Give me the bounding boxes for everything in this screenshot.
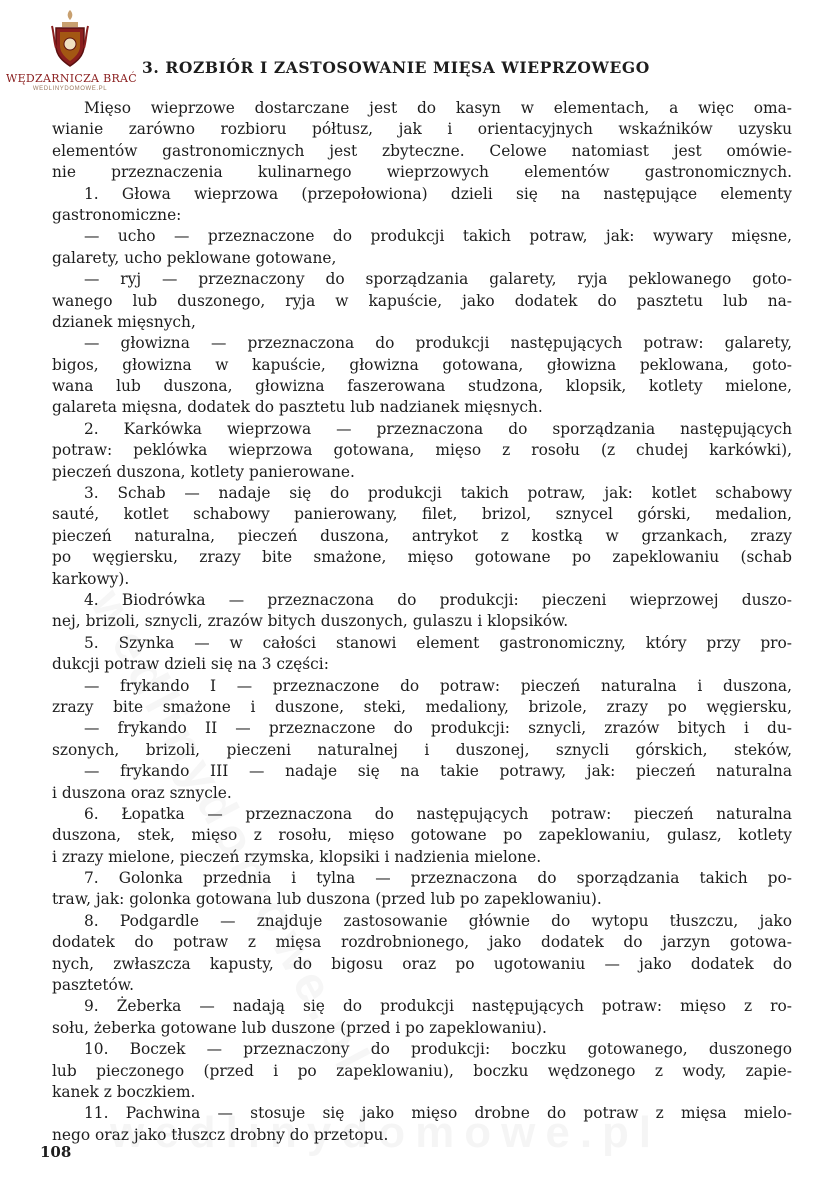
- text-line: dukcji potraw dzieli się na 3 części:: [52, 655, 329, 674]
- text-line: sołu, żeberka gotowane lub duszone (przed i po zapeklowaniu).: [52, 1018, 547, 1037]
- text-line: nego oraz jako tłuszcz drobny do przetopu.: [52, 1125, 389, 1144]
- text-line: sauté, kotlet schabowy panierowany, filet, brizol, sznycel górski, medalion,: [52, 505, 792, 524]
- text-line: 4. Biodrówka — przeznaczona do produkcji: pieczeni wieprzowej duszo-: [84, 590, 792, 609]
- text-line: 9. Żeberka — nadają się do produkcji następujących potraw: mięso z ro-: [84, 997, 792, 1016]
- text-line: nej, brizoli, sznycli, zrazów bitych duszonych, gulaszu i klopsików.: [52, 612, 569, 631]
- text-line: 5. Szynka — w całości stanowi element gastronomiczny, który przy pro-: [84, 633, 792, 652]
- text-line: — frykando I — przeznaczone do potraw: pieczeń naturalna i duszona,: [84, 676, 792, 695]
- text-line: 11. Pachwina — stosuje się jako mięso drobne do potraw z mięsa mielo-: [84, 1104, 792, 1123]
- text-line: lub pieczonego (przed i po zapeklowaniu), boczku wędzonego z wody, zapie-: [52, 1061, 792, 1080]
- section-heading: 3. ROZBIÓR I ZASTOSOWANIE MIĘSA WIEPRZOWEGO: [142, 58, 650, 77]
- text-line: 3. Schab — nadaje się do produkcji takich potraw, jak: kotlet schabowy: [84, 484, 792, 503]
- text-line: wanego lub duszonego, ryja w kapuście, jako dodatek do pasztetu lub na-: [52, 291, 792, 310]
- text-line: i duszona oraz sznycle.: [52, 783, 232, 802]
- text-line: bigos, głowizna w kapuście, głowizna gotowana, głowizna peklowana, goto-: [52, 355, 792, 374]
- page-number: 108: [40, 1143, 72, 1161]
- text-line: potraw: peklówka wieprzowa gotowana, mięso z rosołu (z chudej karkówki),: [52, 441, 792, 460]
- text-line: duszona, stek, mięso z rosołu, mięso gotowane po zapeklowaniu, gulasz, kotlety: [52, 826, 792, 845]
- text-line: kanek z boczkiem.: [52, 1082, 196, 1101]
- text-line: dzianek mięsnych,: [52, 312, 196, 331]
- text-line: galareta mięsna, dodatek do pasztetu lub nadzianek mięsnych.: [52, 398, 543, 417]
- text-line: 2. Karkówka wieprzowa — przeznaczona do sporządzania następujących: [84, 419, 792, 438]
- text-line: po węgiersku, zrazy bite smażone, mięso gotowane po zapeklowaniu (schab: [52, 548, 792, 567]
- text-line: nych, zwłaszcza kapusty, do bigosu oraz po ugotowaniu — jako dodatek do: [52, 954, 792, 973]
- text-line: szonych, brizoli, pieczeni naturalnej i duszonej, sznycli górskich, steków,: [52, 740, 792, 759]
- text-line: zrazy bite smażone i duszone, steki, medaliony, brizole, zrazy po węgiersku,: [52, 697, 792, 716]
- publisher-logo: [6, 8, 138, 96]
- text-line: 10. Boczek — przeznaczony do produkcji: boczku gotowanego, duszonego: [84, 1040, 792, 1059]
- logo-url: WEDLINYDOMOWE.PL: [32, 86, 108, 92]
- text-line: 8. Podgardle — znajduje zastosowanie głównie do wytopu tłuszczu, jako: [84, 911, 792, 930]
- text-line: pasztetów.: [52, 976, 135, 995]
- text-line: dodatek do potraw z mięsa rozdrobnionego, jako dodatek do jarzyn gotowa-: [52, 933, 792, 952]
- text-line: galarety, ucho peklowane gotowane,: [52, 248, 337, 267]
- text-line: — frykando III — nadaje się na takie potrawy, jak: pieczeń naturalna: [84, 762, 792, 781]
- text-line: traw, jak: golonka gotowana lub duszona (przed lub po zapeklowaniu).: [52, 890, 602, 909]
- text-line: 7. Golonka przednia i tylna — przeznaczona do sporządzania takich po-: [84, 869, 792, 888]
- text-line: — ryj — przeznaczony do sporządzania galarety, ryja peklowanego goto-: [84, 270, 792, 289]
- coat-of-arms-icon: [48, 8, 92, 70]
- page-body: [52, 98, 792, 1146]
- text-line: wana lub duszona, głowizna faszerowana studzona, klopsik, kotlety mielone,: [52, 377, 792, 396]
- text-line: gastronomiczne:: [52, 205, 182, 224]
- text-line: pieczeń naturalna, pieczeń duszona, antrykot z kostką w grzankach, zrazy: [52, 526, 792, 545]
- logo-brand-name: WĘDZARNICZA BRAĆ: [6, 72, 138, 85]
- text-line: karkowy).: [52, 569, 130, 588]
- text-line: 6. Łopatka — przeznaczona do następujących potraw: pieczeń naturalna: [84, 804, 792, 823]
- text-line: — głowizna — przeznaczona do produkcji następujących potraw: galarety,: [84, 334, 792, 353]
- text-line: pieczeń duszona, kotlety panierowane.: [52, 462, 355, 481]
- text-line: — ucho — przeznaczone do produkcji takich potraw, jak: wywary mięsne,: [84, 227, 792, 246]
- text-line: elementów gastronomicznych jest zbyteczne. Celowe natomiast jest omówie-: [52, 141, 792, 160]
- text-line: i zrazy mielone, pieczeń rzymska, klopsiki i nadzienia mielone.: [52, 847, 542, 866]
- text-line: wianie zarówno rozbioru półtusz, jak i orientacyjnych wskaźników uzysku: [52, 120, 792, 139]
- text-line: 1. Głowa wieprzowa (przepołowiona) dzieli się na następujące elementy: [84, 184, 792, 203]
- text-line: Mięso wieprzowe dostarczane jest do kasyn w elementach, a więc oma-: [84, 99, 792, 117]
- text-line: — frykando II — przeznaczone do produkcji: sznycli, zrazów bitych i du-: [84, 719, 792, 738]
- text-line: nie przeznaczenia kulinarnego wieprzowych elementów gastronomicznych.: [52, 163, 792, 182]
